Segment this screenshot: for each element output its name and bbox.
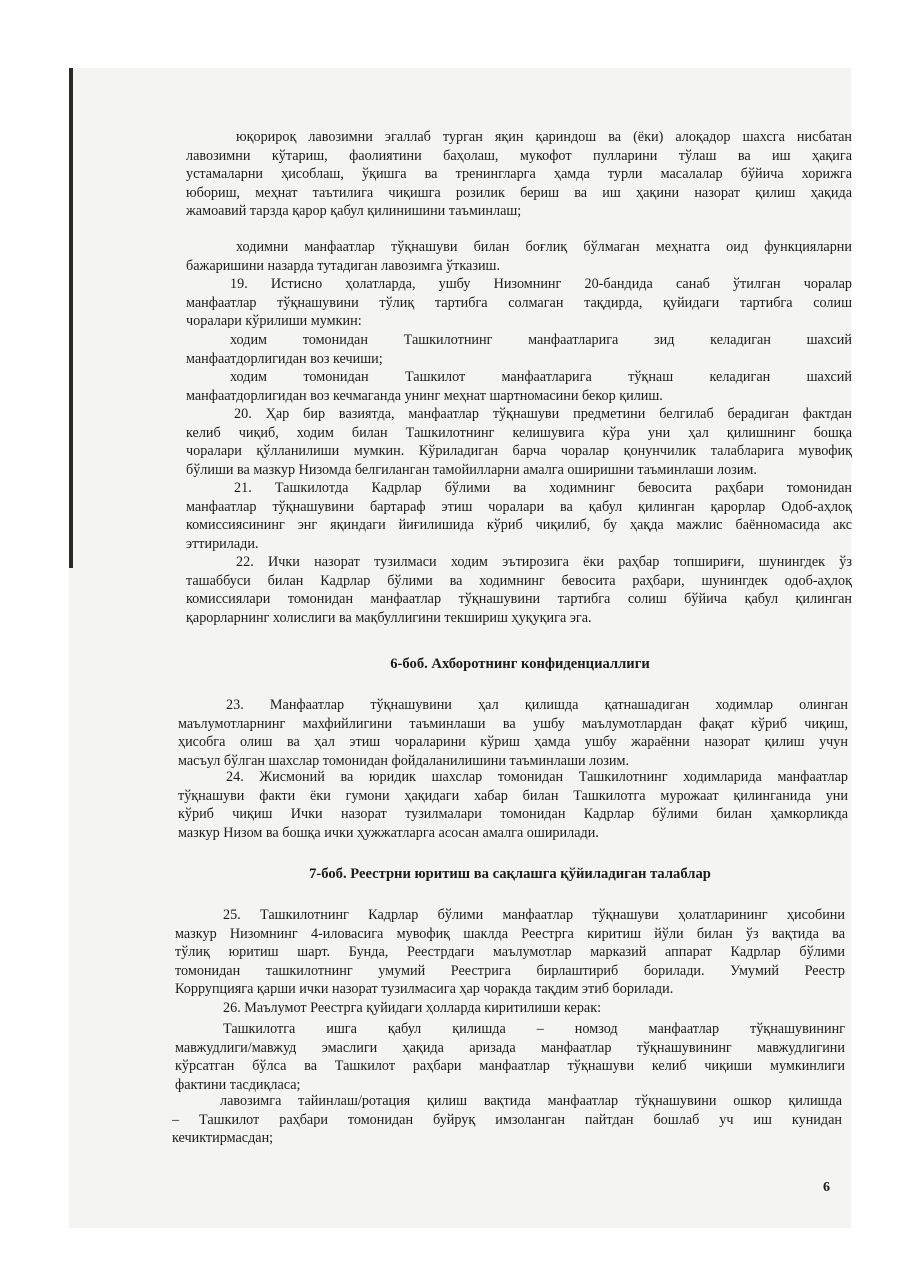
text-line: 21. Ташкилотда Кадрлар бўлими ва ходимнинг бевосита раҳбари томонидан (234, 480, 852, 496)
text-line: устамаларни ҳисоблаш, ўқишга ва тренингларга ҳамда турли масалалар бўйича хорижга (186, 166, 852, 182)
text-line: манфаатлар тўқнашувини бартараф этиш чоралари ва қабул қилинган қарорлар Одоб-аҳлоқ (186, 498, 852, 515)
text-line: кўрсатган бўлса ва Ташкилот раҳбари манфаатлар тўқнашуви келиб чиқиши мумкинлиги (175, 1058, 845, 1074)
text-line: жамоавий тарзда қарор қабул қилинишини таъминлаш; (186, 203, 522, 219)
text-line: 20. Ҳар бир вазиятда, манфаатлар тўқнашуви предметини белгилаб берадиган фактдан (234, 406, 852, 422)
text-line: мавжудлиги/мавжуд эмаслиги ҳақида аризада манфаатлар тўқнашувининг мавжудлигини (175, 1039, 845, 1056)
text-line: фактини тасдиқласа; (175, 1076, 301, 1093)
text-line: Коррупцияга қарши ички назорат тузилмасига ҳар чоракда тақдим этиб борилади. (175, 981, 674, 997)
text-line: қарорларнинг холислиги ва мақбуллигини текшириш ҳуқуқига эга. (186, 609, 592, 626)
text-line: – Ташкилот раҳбари томонидан буйруқ имзоланган пайтдан бошлаб уч иш кунидан (172, 1111, 842, 1128)
text-line: комиссиясининг энг яқиндаги йиғилишида кўриб чиқилиб, бу ҳақда мажлис баённомасида акс (186, 517, 852, 533)
text-line: тўлиқ юритиш шарт. Бунда, Реестрдаги маълумотлар марказий аппарат Кадрлар бўлими (175, 944, 845, 960)
text-line: 26. Маълумот Реестрга қуйидаги ҳолларда киритилиши керак: (223, 1000, 602, 1016)
paragraph (175, 999, 845, 1018)
text-line: лавозимга тайинлаш/ротация қилиш вақтида манфаатлар тўқнашувини ошкор қилишда (220, 1093, 842, 1109)
paragraph (186, 553, 852, 627)
text-line: бажаришини назарда тутадиган лавозимга ўтказиш. (186, 257, 501, 274)
paragraph (186, 128, 852, 221)
scan-edge-shadow (69, 68, 73, 568)
text-line: ходимни манфаатлар тўқнашуви билан боғлиқ бўлмаган меҳнатга оид функцияларни (236, 239, 852, 255)
section-heading: 6-боб. Ахборотнинг конфиденциаллиги (390, 656, 650, 672)
text-line: ходим томонидан Ташкилот манфаатларига тўқнаш келадиган шахсий (230, 369, 852, 385)
text-line: бўлиши ва мазкур Низомда белгиланган тамойилларни амалга оширишни таъминлаши лозим. (186, 461, 757, 478)
paragraph (186, 368, 852, 405)
text-line: комиссиялари томонидан манфаатлар тўқнашувини тартибга солиш бўйича қабул қилинган (186, 591, 852, 607)
paragraph (186, 479, 852, 553)
text-line: 25. Ташкилотнинг Кадрлар бўлими манфаатлар тўқнашуви ҳолатларининг ҳисобини (223, 907, 845, 923)
text-line: кечиктирмасдан; (172, 1130, 274, 1146)
text-line: лавозимни кўтариш, фаолиятини баҳолаш, мукофот пулларини тўлаш ва иш ҳақига (186, 147, 852, 164)
text-line: 22. Ички назорат тузилмаси ходим эътирозига ёки раҳбар топшириғи, шунингдек ўз (236, 554, 852, 570)
text-line: юбориш, меҳнат таътилига чиқишга розилик бериш ва иш ҳақини назорат қилиш ҳақида (186, 184, 852, 201)
page-number: 6 (823, 1180, 830, 1195)
text-line: манфаатлар тўқнашувини тўлиқ тартибга солмаган тақдирда, қуйидаги тартибга солиш (186, 294, 852, 311)
section-heading: 7-боб. Реестрни юритиш ва сақлашга қўйиладиган талаблар (309, 866, 711, 882)
text-line: ходим томонидан Ташкилотнинг манфаатларига зид келадиган шахсий (230, 332, 852, 348)
text-line: чоралари қўлланилиши мумкин. Кўриладиган барча чоралар қонунчилик талабларига мувофиқ (186, 443, 852, 459)
text-line: кўриб чиқиш Ички назорат тузилмалари томонидан Кадрлар бўлими билан ҳамкорликда (178, 806, 848, 822)
text-line: келиб чиқиб, ходим билан Ташкилотнинг келишувига кўра уни ҳал қилишнинг бошқа (186, 424, 852, 441)
text-line: чоралари кўрилиши мумкин: (186, 313, 362, 329)
text-line: ҳисобга олиш ва ҳал этиш чораларини кўриш ҳамда ушбу жараённи назорат қилиш учун (178, 734, 848, 750)
text-line: 24. Жисмоний ва юридик шахслар томонидан Ташкилотнинг ходимларида манфаатлар (226, 769, 848, 785)
text-line: эттирилади. (186, 535, 259, 552)
text-line: маълумотларнинг махфийлигини таъминлаши ва ушбу маълумотлардан фақат кўриб чиқиш, (178, 715, 848, 732)
text-line: масъул бўлган шахслар томонидан фойдаланилишини таъминлаши лозим. (178, 752, 630, 769)
text-line: Ташкилотга ишга қабул қилишда – номзод манфаатлар тўқнашувининг (223, 1021, 845, 1037)
text-line: мазкур Низомнинг 4-иловасига мувофиқ шаклда Реестрга киритиш йўли билан ўз вақтида ва (175, 925, 845, 942)
paragraph (175, 906, 845, 999)
text-line: 19. Истисно ҳолатларда, ушбу Низомнинг 20-бандида санаб ўтилган чоралар (230, 276, 852, 292)
text-line: 23. Манфаатлар тўқнашувини ҳал қилишда қатнашадиган ходимлар олинган (226, 697, 848, 713)
text-line: тўқнашуви факти ёки гумони ҳақидаги хабар билан Ташкилотга мурожаат қилинганида уни (178, 787, 848, 804)
paragraph (186, 238, 852, 275)
text-line: ташаббуси билан Кадрлар бўлими ва ходимнинг бевосита раҳбари, шунингдек одоб-аҳлоқ (186, 572, 852, 589)
paragraph (175, 1020, 845, 1094)
text-line: томонидан ташкилотнинг умумий Реестрига бирлаштириб борилади. Умумий Реестр (175, 962, 845, 979)
paragraph (172, 1092, 842, 1148)
text-line: юқорироқ лавозимни эгаллаб турган яқин қариндош ва (ёки) алоқадор шахсга нисбатан (236, 129, 852, 145)
paragraph (178, 696, 848, 770)
text-line: манфаатдорлигидан воз кечмаганда унинг меҳнат шартномасини бекор қилиш. (186, 387, 663, 404)
text-line: манфаатдорлигидан воз кечиши; (186, 350, 383, 367)
paragraph (186, 405, 852, 479)
paragraph (186, 331, 852, 368)
paragraph (186, 275, 852, 331)
paragraph (178, 768, 848, 842)
text-line: мазкур Низом ва бошқа ички ҳужжатларга асосан амалга оширилади. (178, 824, 599, 841)
